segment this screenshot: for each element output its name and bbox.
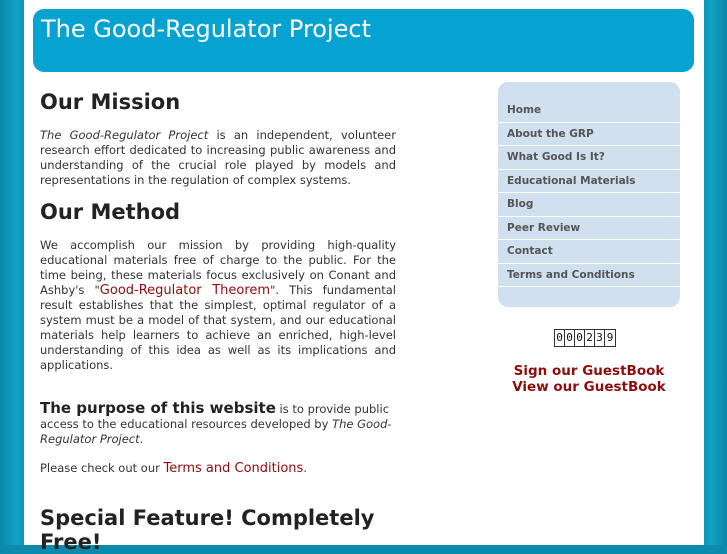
counter-digit: 2 xyxy=(585,330,595,346)
nav-label[interactable]: Contact xyxy=(507,245,553,257)
site-title[interactable]: The Good-Regulator Project xyxy=(41,15,372,43)
special-feature-heading: Special Feature! Completely Free! xyxy=(40,506,375,554)
nav-label[interactable]: Terms and Conditions xyxy=(507,268,635,281)
purpose-end: . xyxy=(139,432,144,446)
nav-item-educational-materials[interactable] xyxy=(498,170,680,194)
view-guestbook-link[interactable]: View our GuestBook xyxy=(512,379,666,395)
terms-and-conditions-link[interactable]: Terms and Conditions xyxy=(163,461,304,476)
sidebar-nav xyxy=(498,82,680,307)
method-body-end: ". This fundamental result establishes that the simplest, optimal regulator of a system must be a model of that system, and our educational materials help learners to achieve an enriched, high-level understanding of this idea as well as its implications and applications. xyxy=(40,283,396,372)
nav-list xyxy=(498,99,680,287)
nav-item-peer-review[interactable] xyxy=(498,217,680,241)
page-container xyxy=(24,0,704,554)
purpose-text xyxy=(40,401,396,447)
mission-text xyxy=(40,128,396,188)
visitor-counter xyxy=(554,329,616,347)
nav-label[interactable]: Educational Materials xyxy=(507,174,636,187)
purpose-body: is to provide public access to the educational resources developed by xyxy=(40,402,390,431)
nav-label[interactable]: Blog xyxy=(507,198,534,210)
purpose-bold: The purpose of this website xyxy=(40,399,276,417)
main-content xyxy=(40,84,396,554)
terms-line xyxy=(40,461,396,476)
nav-item-home[interactable] xyxy=(498,99,680,123)
method-heading: Our Method xyxy=(40,200,181,224)
guestbook-links xyxy=(498,363,680,395)
nav-label[interactable]: What Good Is It? xyxy=(507,151,605,163)
nav-item-terms[interactable] xyxy=(498,264,680,288)
nav-item-contact[interactable] xyxy=(498,240,680,264)
counter-digit: 9 xyxy=(606,331,614,344)
nav-label[interactable]: About the GRP xyxy=(507,127,594,140)
good-regulator-theorem-link[interactable]: Good-Regulator Theorem xyxy=(99,283,271,298)
method-body-start: We accomplish our mission by providing high-quality educational materials free of charge to the public. For the time being, these materials focus exclusively on Conant and Ashby's " xyxy=(40,238,396,297)
nav-item-what-good[interactable] xyxy=(498,146,680,170)
right-border-stripe xyxy=(704,0,727,545)
counter-digit: 0 xyxy=(565,330,575,346)
sign-guestbook-link[interactable]: Sign our GuestBook xyxy=(513,363,665,379)
nav-label[interactable]: Home xyxy=(507,104,542,116)
terms-line-end: . xyxy=(303,461,307,475)
mission-heading: Our Mission xyxy=(40,90,181,114)
purpose-project-name: The Good-Regulator Project xyxy=(40,417,392,446)
counter-digit: 0 xyxy=(575,330,585,346)
nav-item-blog[interactable] xyxy=(498,193,680,217)
nav-item-about[interactable] xyxy=(498,123,680,147)
terms-line-text: Please check out our xyxy=(40,461,164,475)
mission-project-name: The Good-Regulator Project xyxy=(40,128,209,142)
mission-body: is an independent, volunteer research effort dedicated to increasing public awareness and understanding of the crucial role played by models and representations in the regulation of complex systems. xyxy=(40,128,396,187)
counter-digit: 0 xyxy=(555,330,565,346)
nav-label[interactable]: Peer Review xyxy=(507,221,581,234)
left-border-stripe xyxy=(0,0,24,545)
site-header xyxy=(33,9,694,72)
method-text xyxy=(40,238,396,373)
counter-digit: 3 xyxy=(595,330,605,346)
